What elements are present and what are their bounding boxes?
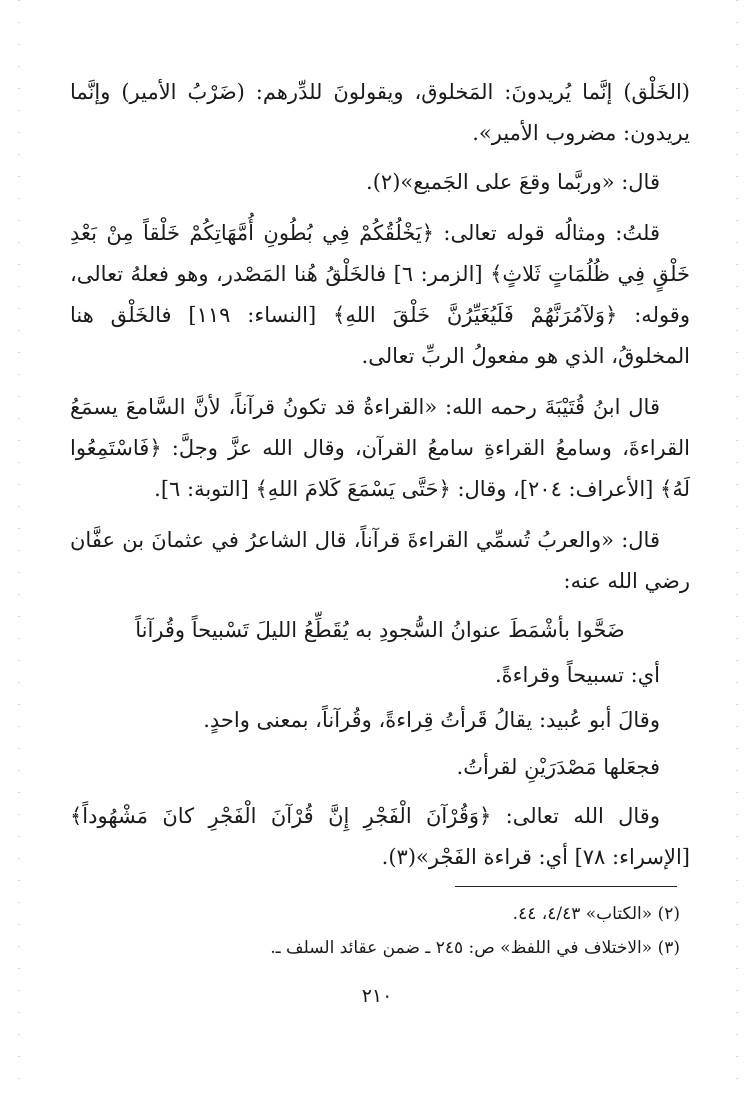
right-margin-artifact (736, 0, 738, 1097)
footnote-3: (٣) «الاختلاف في اللفظ» ص: ٢٤٥ ـ ضمن عقائد السلف ـ. (270, 938, 680, 958)
main-text (70, 72, 690, 878)
paragraph-7: وقالَ أبو عُبيد: يقالُ قَرأتُ قِراءةً، وقُرآناً، بمعنى واحدٍ. (203, 708, 660, 732)
paragraph-9: وقال الله تعالى: ﴿وَقُرْآنَ الْفَجْرِ إِنَّ قُرْآنَ الْفَجْرِ كانَ مَشْهُوداً﴾ [الإسراء: ٧٨] أي: قراءة الفَجْر»(٣). (70, 804, 690, 869)
paragraph-5: قال: «والعربُ تُسمِّي القراءةَ قرآناً، قال الشاعرُ في عثمانَ بن عفَّان رضي الله عنه: (70, 528, 690, 593)
footnotes (200, 897, 680, 965)
poetry-verse: ضَحَّوا بأشْمَطَ عنوانُ السُّجودِ به يُقَطِّعُ الليلَ تَسْبيحاً وقُرآناً (135, 618, 625, 642)
footnote-2: (٢) «الكتاب» ٤/٤٣، ٤٤. (512, 904, 680, 924)
paragraph-1: (الخَلْق) إنَّما يُريدونَ: المَخلوق، ويقولونَ للدِّرهم: (ضَرْبُ الأمير) وإنَّما يريدون: مضروب الأمير». (70, 80, 690, 145)
paragraph-3: قلتُ: ومثالُه قوله تعالى: ﴿يَخْلُقُكُمْ فِي بُطُونِ أُمَّهَاتِكُمْ خَلْقاً مِنْ بَعْدِ خَلْقٍ فِي ظُلُمَاتٍ ثَلاثٍ﴾ [الزمر: ٦] فالخَلْقُ هُنا المَصْدر، وهو فعلهُ تعالى، وقوله: ﴿وَلآمُرَنَّهُمْ فَلَيُغَيِّرُنَّ خَلْقَ اللهِ﴾ [النساء: ١١٩] فالخَلْق هنا المخلوقُ، الذي هو مفعولُ الربِّ تعالى. (70, 221, 691, 368)
paragraph-4: قال ابنُ قُتَيْبَةَ رحمه الله: «القراءةُ قد تكونُ قرآناً، لأنَّ السَّامعَ يسمَعُ القراءةَ، وسامعُ القراءةِ سامعُ القرآن، وقال الله عزَّ وجلَّ: ﴿فَاسْتَمِعُوا لَهُ﴾ [الأعراف: ٢٠٤]، وقال: ﴿حَتَّى يَسْمَعَ كَلامَ اللهِ﴾ [التوبة: ٦]. (70, 395, 690, 501)
left-margin-artifact (18, 0, 20, 1097)
paragraph-6: أي: تسبيحاً وقراءةً. (494, 663, 660, 687)
page-number: ٢١٠ (361, 985, 393, 1007)
paragraph-8: فجعَلها مَصْدَرَيْنِ لقرأتُ. (456, 755, 660, 779)
footnote-divider (455, 886, 677, 887)
paragraph-2: قال: «وربَّما وقعَ على الجَميع»(٢). (366, 170, 660, 194)
